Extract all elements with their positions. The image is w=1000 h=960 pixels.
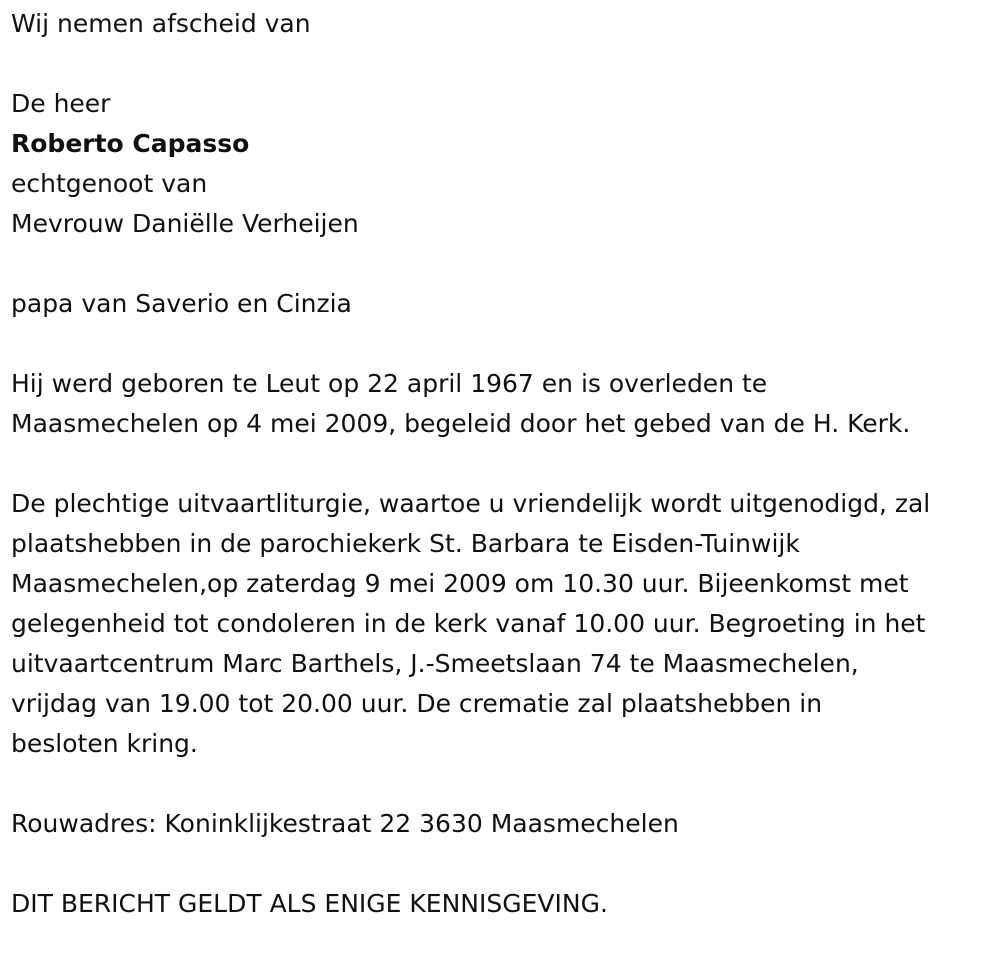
ceremony-line: Maasmechelen,op zaterdag 9 mei 2009 om 10.30 uur. Bijeenkomst met (11, 569, 909, 598)
spacer (11, 444, 991, 484)
spacer (11, 244, 991, 284)
ceremony-line: besloten kring. (11, 729, 198, 758)
spouse-name: Mevrouw Daniëlle Verheijen (11, 209, 359, 238)
spouse-prefix: echtgenoot van (11, 169, 208, 198)
spacer (11, 44, 991, 84)
salutation: De heer (11, 89, 111, 118)
spacer (11, 324, 991, 364)
ceremony-line: De plechtige uitvaartliturgie, waartoe u vriendelijk wordt uitgenodigd, zal (11, 489, 931, 518)
ceremony-line: uitvaartcentrum Marc Barthels, J.-Smeetslaan 74 te Maasmechelen, (11, 649, 859, 678)
birth-death-line: Hij werd geboren te Leut op 22 april 1967 en is overleden te (11, 369, 768, 398)
closing-statement: DIT BERICHT GELDT ALS ENIGE KENNISGEVING. (11, 889, 608, 918)
spacer (11, 764, 991, 804)
ceremony-line: plaatshebben in de parochiekerk St. Barbara te Eisden-Tuinwijk (11, 529, 800, 558)
spacer (11, 844, 991, 884)
deceased-name: Roberto Capasso (11, 129, 250, 158)
mourning-address: Rouwadres: Koninklijkestraat 22 3630 Maasmechelen (11, 809, 679, 838)
ceremony-line: vrijdag van 19.00 tot 20.00 uur. De crematie zal plaatshebben in (11, 689, 823, 718)
ceremony-line: gelegenheid tot condoleren in de kerk vanaf 10.00 uur. Begroeting in het (11, 609, 926, 638)
birth-death-line: Maasmechelen op 4 mei 2009, begeleid door het gebed van de H. Kerk. (11, 409, 911, 438)
intro-line: Wij nemen afscheid van (11, 9, 311, 38)
children-line: papa van Saverio en Cinzia (11, 289, 352, 318)
obituary-notice (11, 0, 991, 924)
